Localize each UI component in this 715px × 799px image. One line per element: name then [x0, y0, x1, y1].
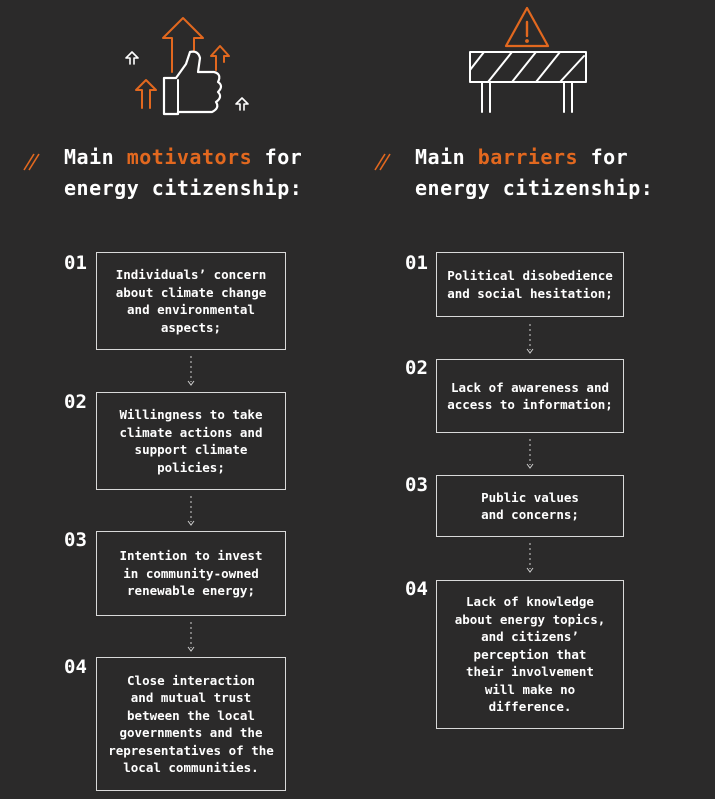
barriers-heading — [415, 142, 653, 204]
heading-post: for — [578, 145, 629, 169]
thumbs-up-arrows-icon — [120, 8, 260, 116]
heading-pre: Main — [64, 145, 127, 169]
barrier-number: 02 — [405, 357, 428, 379]
heading-pre: Main — [415, 145, 478, 169]
roadblock-warning-icon — [468, 4, 590, 116]
motivator-number: 01 — [64, 252, 87, 274]
connector-arrow-icon — [524, 322, 536, 356]
heading-post: for — [252, 145, 303, 169]
motivator-box: Individuals’ concern about climate change and environmental aspects; — [96, 252, 286, 350]
heading-line2: energy citizenship: — [64, 176, 303, 200]
motivator-number: 04 — [64, 656, 87, 678]
motivators-heading — [64, 142, 302, 204]
barrier-number: 01 — [405, 252, 428, 274]
motivator-box: Close interaction and mutual trust between the local governments and the representatives of the local communities. — [96, 657, 286, 791]
heading-line2: energy citizenship: — [415, 176, 654, 200]
barrier-box: Public values and concerns; — [436, 475, 624, 537]
motivator-box: Intention to invest in community-owned renewable energy; — [96, 531, 286, 616]
barrier-number: 04 — [405, 578, 428, 600]
connector-arrow-icon — [185, 620, 197, 654]
motivator-number: 02 — [64, 391, 87, 413]
heading-accent: barriers — [477, 145, 579, 169]
slash-decoration-icon — [22, 150, 44, 172]
connector-arrow-icon — [524, 437, 536, 471]
barrier-box: Lack of awareness and access to information; — [436, 359, 624, 433]
motivator-box: Willingness to take climate actions and support climate policies; — [96, 392, 286, 490]
slash-decoration-icon — [373, 150, 395, 172]
connector-arrow-icon — [185, 354, 197, 388]
barrier-box: Lack of knowledge about energy topics, and citizens’ perception that their involvement will make no difference. — [436, 580, 624, 729]
barrier-number: 03 — [405, 474, 428, 496]
motivator-number: 03 — [64, 529, 87, 551]
heading-accent: motivators — [126, 145, 253, 169]
connector-arrow-icon — [185, 494, 197, 528]
connector-arrow-icon — [524, 541, 536, 575]
barrier-box: Political disobedience and social hesitation; — [436, 252, 624, 317]
